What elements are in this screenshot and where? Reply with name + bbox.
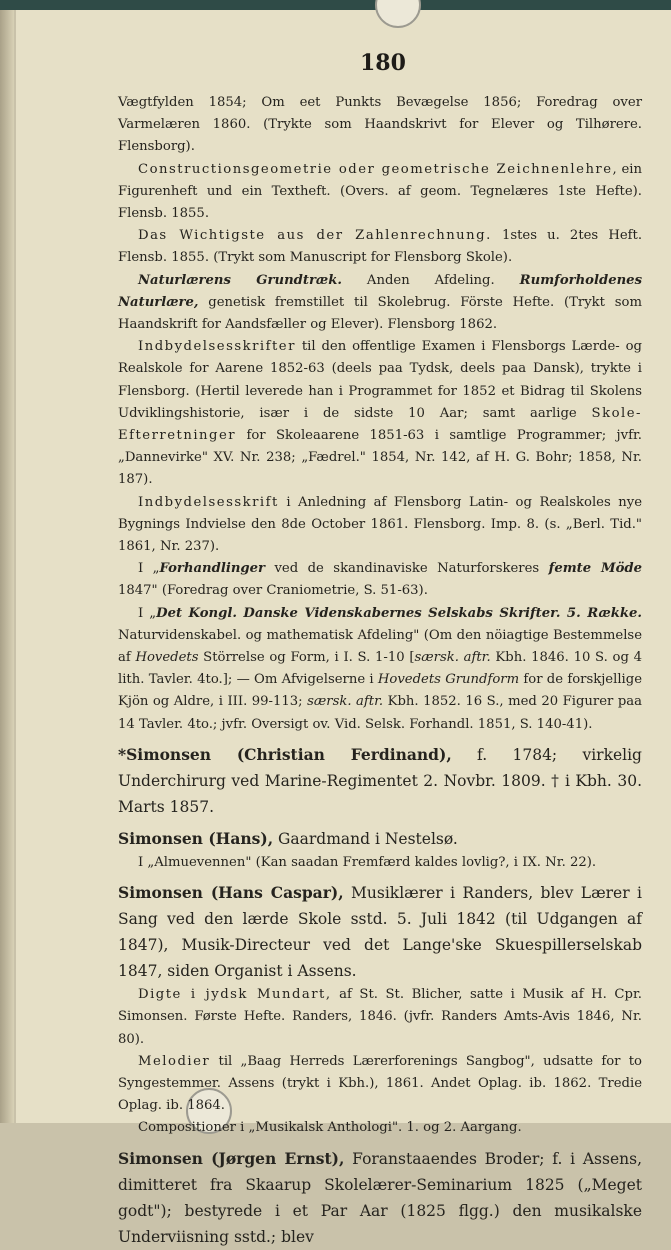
paragraph (118, 603, 642, 736)
italic-run: særsk. aftr. (307, 694, 384, 710)
text-run: I „ (138, 561, 160, 577)
text-run: , ein Figurenheft und ein Textheft. (Overs. af geom. Tegnelæres 1ste Hefte). Flensb. 1855. (118, 161, 642, 222)
title-run: Naturlærens Grundtræk. (138, 272, 342, 288)
text-run: Gaardmand i Nestelsø. (273, 829, 458, 848)
text-run: Anden Afdeling. (341, 272, 520, 288)
title-run: Melodier (138, 1053, 211, 1069)
paragraph (118, 852, 642, 874)
paragraph (118, 270, 642, 337)
text-run: 1stes u. 2tes Heft. Flensb. 1855. (Trykt som Manuscript for Flensborg Skole). (118, 228, 643, 266)
entry-name: *Simonsen (Christian Ferdinand), (118, 744, 452, 764)
text-run: for de forskjellige Kjön og Aldre, i III. 99-113; (118, 672, 642, 710)
text-run: 1847" (Foredrag over Craniometrie, S. 51-63). (118, 583, 428, 599)
entry-name: Simonsen (Hans Caspar), (118, 883, 344, 903)
text-run: Foranstaaendes Broder; f. i Assens, dimitteret fra Skaarup Skolelærer-Seminarium 1825 („Meget godt"); bestyrede i et Par Aar (1825 flgg.) den musikalske Underviisning sstd.; blev (118, 1149, 642, 1246)
title-run: Digte i jydsk Mundart, (138, 987, 332, 1003)
text-run: f. 1784; virkelig Underchirurg ved Marine-Regimentet 2. Novbr. 1809. † i Kbh. 30. Marts 1857. (118, 745, 642, 816)
entry-name: Simonsen (Jørgen Ernst), (118, 1148, 345, 1168)
text-run: ved de skandinaviske Naturforskeres (265, 561, 549, 577)
text-run: I „Almuevennen" (Kan saadan Fremfærd kaldes lovlig?, i IX. Nr. 22). (138, 854, 597, 870)
text-run: til den offentlige Examen i Flensborgs Lærde- og Realskole for Aarene 1852-63 (deels paa Tydsk, deels paa Dansk), trykte i Flensborg. (Hertil leverede han i Programmet for 1852 et Bidrag til Skolens Udviklingshistorie, især i de sidste 10 Aar; samt aarlige (118, 339, 642, 421)
text-run: Musiklærer i Randers, blev Lærer i Sang ved den lærde Skole sstd. 5. Juli 1842 (til Udgangen af 1847), Musik-Directeur ved det Lange'ske Skuespillerselskab 1847, siden Organist i Assens. (118, 884, 643, 981)
paragraph (118, 492, 642, 559)
text-run: genetisk fremstillet til Skolebrug. Förste Hefte. (Trykt som Haandskrift for Aandsfæller og Elever). Flensborg 1862. (118, 294, 642, 333)
title-run: Skole-Efterretninger (118, 405, 642, 444)
entry-heading (118, 742, 642, 820)
text-run: til „Baag Herreds Lærerforenings Sangbog", udsatte for to Syngestemmer. Assens (trykt i Kbh.), 1861. Andet Oplag. ib. 1862. Tredie Oplag. ib. 1864. (118, 1053, 642, 1114)
paragraph (118, 92, 642, 159)
top-border (0, 0, 671, 10)
page-body (118, 92, 642, 1250)
title-run: Das Wichtigste aus der Zahlenrechnung. (138, 228, 492, 244)
title-run: Det Kongl. Danske Videnskabernes Selskabs Skrifter. 5. Række. (156, 605, 642, 621)
text-run: Kbh. 1852. 16 S., med 20 Figurer paa 14 Tavler. 4to.; jvfr. Oversigt ov. Vid. Selsk. Forhandl. 1851, S. 140-41). (118, 694, 642, 732)
paragraph (118, 1117, 642, 1139)
text-run: Naturvidenskabel. og mathematisk Afdeling" (Om den nöiagtige Bestemmelse af (118, 627, 642, 666)
entry-heading (118, 826, 642, 852)
title-run: Constructionsgeometrie oder geometrische Zeichnenlehre (138, 161, 613, 177)
title-run: femte Möde (548, 561, 642, 577)
text-run: i Anledning af Flensborg Latin- og Realskoles nye Bygnings Indvielse den 8de October 1861. Flensborg. Imp. 8. (s. „Berl. Tid." 1861, Nr. 237). (118, 494, 642, 555)
entry-name: Simonsen (Hans), (118, 828, 274, 848)
text-run: Störrelse og Form, i I. S. 1-10 [ (198, 650, 415, 666)
italic-run: Hovedets (135, 650, 199, 666)
text-run: Vægtfylden 1854; Om eet Punkts Bevægelse 1856; Foredrag over Varmelæren 1860. (Trykte som Haandskrivt for Elever og Tilhørere. Flensborg). (118, 95, 642, 155)
text-run: af St. St. Blicher, satte i Musik af H. Cpr. Simonsen. Første Hefte. Randers, 1846. (jvfr. Randers Amts-Avis 1846, Nr. 80). (118, 987, 642, 1047)
title-run: Forhandlinger (159, 561, 265, 577)
page-number: 180 (360, 50, 406, 76)
text-run: for Skoleaarene 1851-63 i samtlige Programmer; jvfr. „Dannevirke" XV. Nr. 238; „Fædrel." 1854, Nr. 142, af H. G. Bohr; 1858, Nr. 187). (118, 428, 642, 488)
paragraph (118, 558, 642, 602)
paragraph (118, 984, 642, 1051)
italic-run: Hovedets Grundform (377, 672, 520, 688)
text-run: Kbh. 1846. 10 S. og 4 lith. Tavler. 4to.]; — Om Afvigelserne i (118, 650, 642, 688)
paragraph (118, 336, 642, 491)
title-run: Indbydelsesskrift (138, 494, 279, 510)
page-gutter-shadow (0, 0, 14, 1123)
italic-run: særsk. aftr. (414, 650, 491, 666)
text-run: Compositioner i „Musikalsk Anthologi". 1. og 2. Aargang. (138, 1120, 522, 1136)
title-run: Rumforholdenes Naturlære, (118, 272, 642, 310)
entry-heading (118, 880, 642, 984)
entry-heading (118, 1146, 642, 1250)
title-run: Indbydelsesskrifter (138, 339, 296, 355)
paragraph (118, 1051, 642, 1118)
paragraph (118, 159, 642, 226)
text-run: I „ (138, 605, 157, 621)
paragraph (118, 225, 642, 269)
